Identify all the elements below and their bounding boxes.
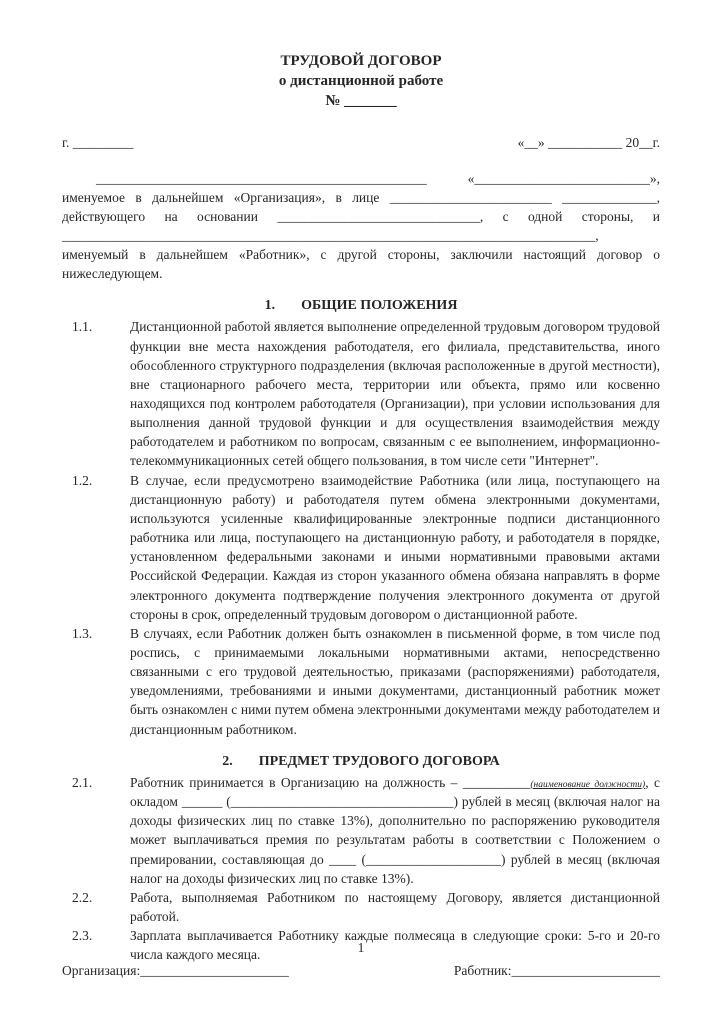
- clause-2-2: [62, 888, 660, 926]
- city-field: г. _________: [62, 135, 134, 151]
- contract-content: [62, 52, 660, 1024]
- worker-signature-line: Работник:______________________: [453, 962, 660, 978]
- signature-row: [62, 961, 660, 980]
- clause-text: В случае, если предусмотрено взаимодействие Работника (или лица, поступающего на дистанционную работу) и работодателя путем обмена электронными документами, используются усиленные квалифицированные электронные подписи дистанционного работника или лица, поступающего на дистанционную работу, и работодателя в порядке, установленном федеральными законами и иными нормативными правовыми актами Российской Федерации. Каждая из сторон указанного обмена обязана направлять в форме электронного документа подтверждение получения электронного документа от другой стороны в срок, определенный трудовым договором о дистанционной работе.: [130, 472, 660, 622]
- clause-number: 1.1.: [72, 319, 93, 335]
- clause-1-3: [62, 624, 660, 739]
- clause-text-after-blank: , с окладом ______ (_________________________________) рублей в месяц (включая налог на доходы физических лиц по ставке 13%), дополнительно по распоряжению руководителя может выплачиваться премия по результатам работы в соответствии с Положением о премировании, составляющая до ____ (____________________) рублей в месяц (включая налог на доходы физических лиц по ставке 13%).: [130, 774, 661, 886]
- city-date-row: [62, 133, 660, 152]
- clause-text: Зарплата выплачивается Работнику каждые полмесяца в следующие сроки: 5-го и 20-го числа каждого месяца.: [130, 928, 660, 963]
- clause-number: 1.2.: [72, 472, 93, 488]
- clause-1-1: [62, 317, 660, 470]
- clause-2-1: [62, 773, 660, 888]
- organization-signature-line: Организация:______________________: [62, 962, 289, 978]
- document-title: ТРУДОВОЙ ДОГОВОР: [280, 53, 442, 69]
- document-subtitle: о дистанционной работе: [278, 72, 444, 89]
- date-field: «__» ___________ 20__г.: [517, 135, 660, 151]
- clause-1-2: [62, 471, 660, 624]
- section-2-heading: [62, 752, 660, 772]
- section-2-title: ПРЕДМЕТ ТРУДОВОГО ДОГОВОРА: [258, 753, 500, 769]
- page-footer: [62, 938, 660, 980]
- clause-text: [130, 773, 660, 888]
- clause-number: 1.3.: [72, 625, 93, 641]
- section-1-heading: [62, 296, 660, 316]
- clause-text: В случаях, если Работник должен быть ознакомлен в письменной форме, в том числе под роспись, с принимаемыми локальными нормативными актами, непосредственно связанными с его трудовой деятельностью, приказами (распоряжениями) работодателя, уведомлениями, требованиями и иными документами, дистанционный работник может быть ознакомлен с ними путем обмена электронными документами между работодателем и дистанционным работником.: [130, 625, 660, 737]
- preamble-paragraph: _________________________________________________ «__________________________», именуемое в дальнейшем «Организация», в лице ________________________ ______________, действующего на основании ______________________________, с одной стороны, и _______________________________________________________________________________, именуемый в дальнейшем «Работник», с другой стороны, заключили настоящий договор о нижеследующем.: [62, 170, 660, 282]
- clause-text: Дистанционной работой является выполнение определенной трудовым договором трудовой функции вне места нахождения работодателя, его филиала, представительства, иного обособленного структурного подразделения (включая расположенные в другой местности), вне стационарного рабочего места, территории или объекта, прямо или косвенно находящихся под контролем работодателя (Организации), при условии использования для выполнения данной трудовой функции и для осуществления взаимодействия между работодателем и работником по вопросам, связанным с ее выполнением, информационно-телекоммуникационных сетей общего пользования, в том числе сети "Интернет".: [130, 319, 660, 469]
- clause-text: Работа, выполняемая Работником по настоящему Договору, является дистанционной работой.: [130, 889, 660, 925]
- document-title-block: [62, 52, 660, 111]
- document-number-field: № _______: [325, 92, 397, 109]
- position-name-annotation: (наименование должности): [530, 779, 646, 790]
- clause-number: 2.3.: [72, 928, 93, 944]
- section-1-number: 1.: [264, 298, 276, 314]
- section-1-title: ОБЩИЕ ПОЛОЖЕНИЯ: [301, 298, 458, 314]
- page-number: 1: [357, 939, 365, 955]
- section-2-number: 2.: [222, 753, 233, 769]
- clause-text-before-blank: Работник принимается в Организацию на должность – __________: [130, 774, 531, 790]
- clause-number: 2.1.: [72, 774, 93, 790]
- clause-number: 2.2.: [72, 889, 93, 905]
